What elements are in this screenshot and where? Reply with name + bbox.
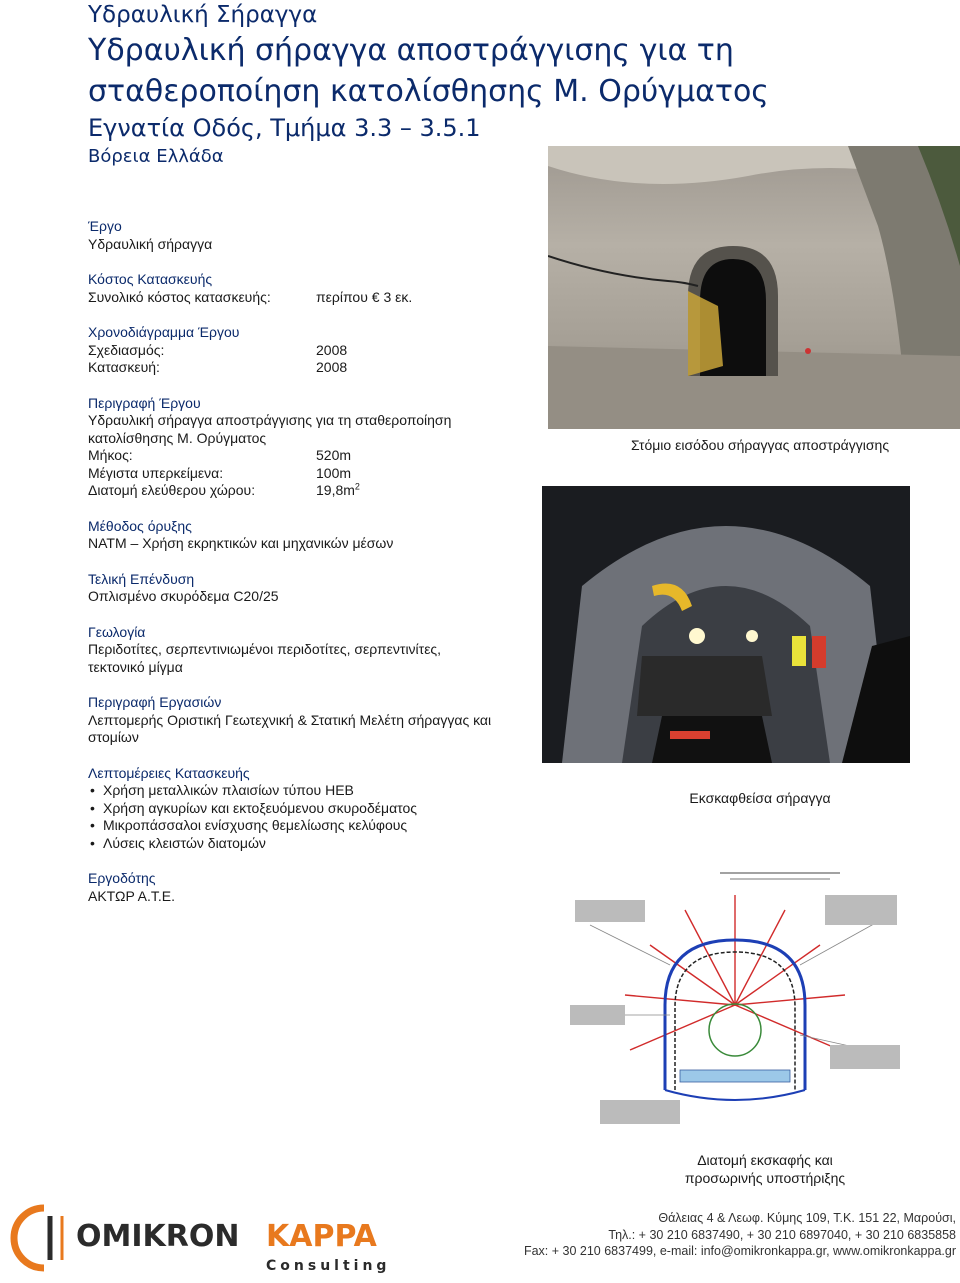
length-label: Μήκος: (88, 447, 133, 463)
project-value: Υδραυλική σήραγγα (88, 235, 213, 252)
geology-section (88, 624, 508, 677)
construction-value: 2008 (316, 359, 348, 375)
list-item: • Χρήση αγκυρίων και εκτοξευόμενου σκυροδέματος (88, 800, 508, 818)
contact-phones: Τηλ.: + 30 210 6837490, + 30 210 6897040, + 30 210 6835858 (608, 1227, 956, 1242)
schedule-section (88, 324, 508, 377)
works-value: Λεπτομερής Οριστική Γεωτεχνική & Στατική Μελέτη σήραγγας και στομίων (88, 711, 492, 745)
description-heading: Περιγραφή Έργου (88, 394, 201, 411)
works-section (88, 694, 508, 747)
list-item: • Χρήση μεταλλικών πλαισίων τύπου HEB (88, 782, 508, 800)
details-list (88, 782, 508, 852)
cost-value: περίπου € 3 εκ. (316, 288, 413, 305)
construction-label: Κατασκευή: (88, 359, 160, 375)
logo-name-part2: KAPPA (266, 1219, 377, 1254)
excavated-tunnel-illustration (542, 486, 910, 763)
client-section (88, 870, 508, 905)
section-area-label: Διατομή ελεύθερου χώρου: (88, 482, 256, 498)
description-text: Υδραυλική σήραγγα αποστράγγισης για τη σταθεροποίηση κατολίσθησης Μ. Ορύγματος (88, 412, 452, 446)
lining-value: Οπλισμένο σκυρόδεμα C20/25 (88, 588, 279, 604)
description-section (88, 395, 508, 500)
design-label: Σχεδιασμός: (88, 341, 165, 358)
cross-section-illustration (570, 855, 900, 1145)
overburden-value: 100m (316, 464, 352, 481)
method-value: NATM – Χρήση εκρηκτικών και μηχανικών μέσων (88, 535, 394, 551)
method-heading: Μέθοδος όρυξης (88, 517, 192, 534)
logo-subtitle: Consulting (266, 1258, 391, 1274)
document-title-line1: Υδραυλική σήραγγα αποστράγγισης για τη (88, 33, 734, 68)
cost-heading: Κόστος Κατασκευής (88, 271, 213, 287)
document-title-line2: σταθεροποίηση κατολίσθησης Μ. Ορύγματος (88, 74, 769, 109)
details-heading: Λεπτομέρειες Κατασκευής (88, 764, 250, 781)
lining-heading: Τελική Επένδυση (88, 570, 195, 587)
works-heading: Περιγραφή Εργασιών (88, 694, 222, 710)
cross-section-caption-line1: Διατομή εκσκαφής και (697, 1152, 833, 1168)
logo-name-part1: OMIKRON (76, 1219, 240, 1254)
contact-fax-email: Fax: + 30 210 6837499, e-mail: info@omikronkappa.gr, www.omikronkappa.gr (523, 1244, 956, 1258)
lining-section (88, 571, 508, 606)
section-area-unit-exponent: 2 (354, 481, 360, 492)
overburden-label: Μέγιστα υπερκείμενα: (88, 464, 224, 481)
company-logo-graphic (4, 1202, 464, 1278)
excavated-tunnel-photo (542, 486, 910, 763)
portal-photo-caption: Στόμιο εισόδου σήραγγας αποστράγγισης (630, 437, 890, 453)
excavated-tunnel-caption: Εκσκαφθείσα σήραγγα (689, 790, 831, 806)
contact-block (524, 1210, 956, 1260)
list-item: • Μικροπάσσαλοι ενίσχυσης θεμελίωσης κελύφους (88, 817, 508, 835)
region: Βόρεια Ελλάδα (88, 146, 224, 167)
portal-photo-illustration (548, 146, 960, 429)
portal-photo (548, 146, 960, 429)
cross-section-caption (660, 1152, 870, 1187)
geology-heading: Γεωλογία (88, 623, 146, 640)
contact-address: Θάλειας 4 & Λεωφ. Κύμης 109, Τ.Κ. 151 22, Μαρούσι, (658, 1211, 956, 1225)
geology-value: Περιδοτίτες, σερπεντινιωμένοι περιδοτίτες, σερπεντινίτες, τεκτονικό μίγμα (88, 641, 442, 675)
client-value: ΑΚΤΩΡ Α.Τ.Ε. (88, 887, 176, 904)
schedule-heading: Χρονοδιάγραμμα Έργου (88, 324, 240, 340)
cross-section-caption-line2: προσωρινής υποστήριξης (684, 1169, 846, 1186)
design-value: 2008 (316, 341, 348, 358)
road-section: Εγνατία Οδός, Τμήμα 3.3 – 3.5.1 (88, 114, 481, 142)
cross-section-drawing (570, 855, 900, 1145)
cost-section (88, 271, 508, 306)
document-category: Υδραυλική Σήραγγα (88, 2, 318, 28)
project-heading: Έργο (88, 218, 122, 234)
length-value: 520m (316, 447, 352, 463)
details-section (88, 765, 508, 853)
method-section (88, 518, 508, 553)
list-item: • Λύσεις κλειστών διατομών (88, 835, 508, 853)
company-logo (4, 1202, 464, 1278)
cost-label: Συνολικό κόστος κατασκευής: (88, 288, 271, 305)
project-section (88, 218, 508, 253)
client-heading: Εργοδότης (88, 870, 156, 886)
project-info-column (88, 218, 508, 923)
section-area-value: 19,8m (316, 482, 355, 498)
